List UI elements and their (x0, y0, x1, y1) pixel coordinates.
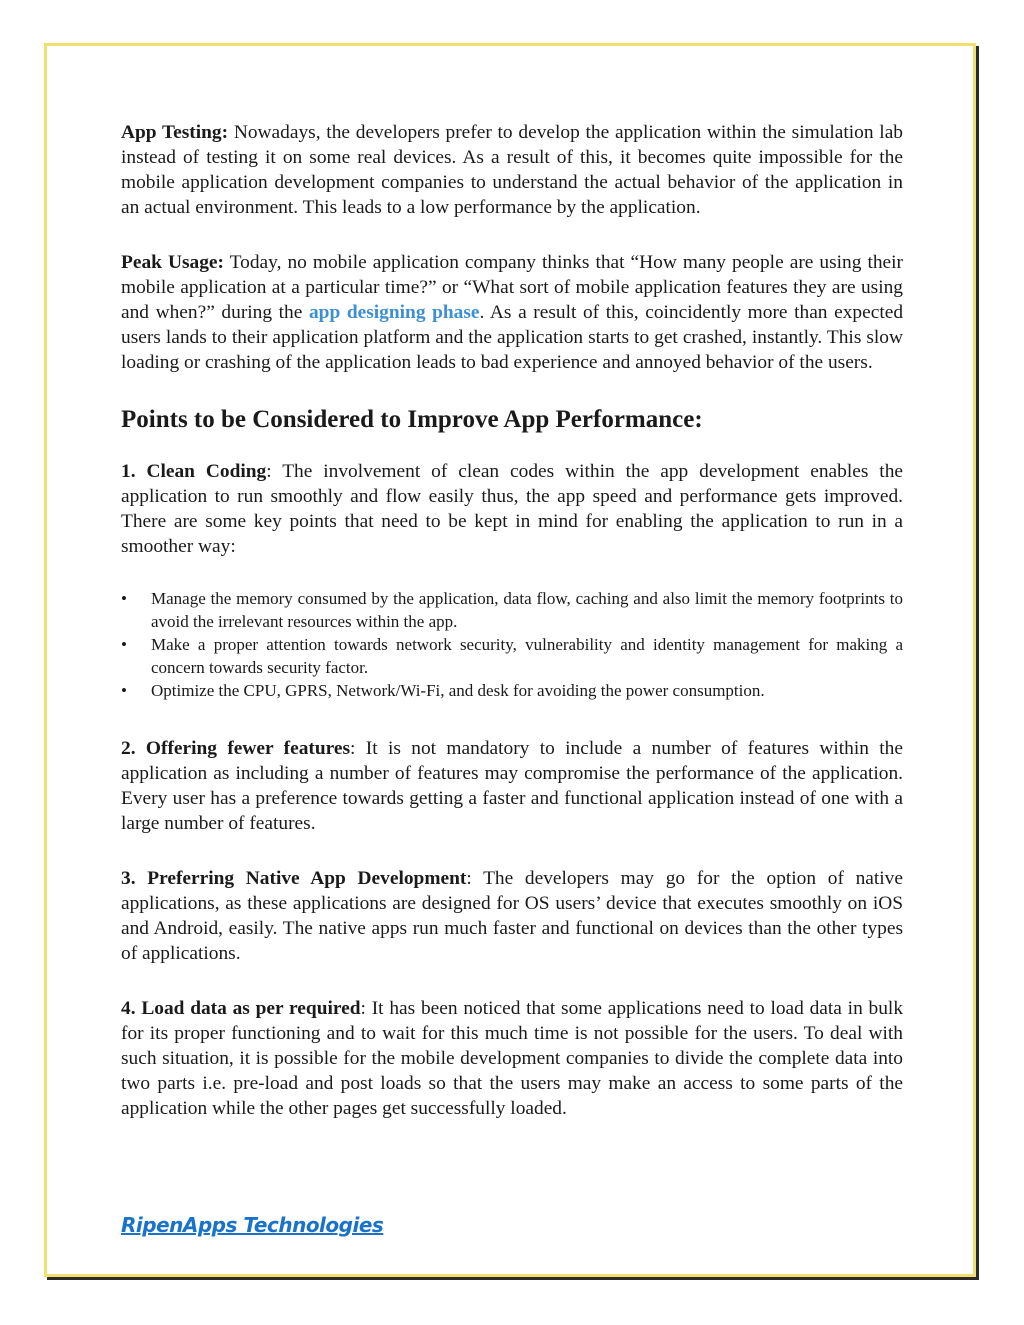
section-heading: Points to be Considered to Improve App Performance: (121, 406, 703, 433)
clean-coding-paragraph (121, 459, 903, 559)
fewer-features-text: : It is not mandatory to include a number of features within the application as including a number of features may compromise the performance of the application. Every user has a preference towards getting a faster and functional application instead of one with a large number of features. (121, 738, 903, 834)
list-item (121, 587, 903, 633)
peak-usage-text-before: Today, no mobile application company thinks that “How many people are using their mobile application at a particular time?” or “What sort of mobile application features they are using and when?” during the (121, 252, 903, 323)
load-data-paragraph (121, 996, 903, 1121)
list-item (121, 633, 903, 679)
bullet-icon: • (121, 635, 127, 654)
native-dev-paragraph (121, 866, 903, 966)
app-designing-phase-link[interactable]: app designing phase (308, 302, 480, 323)
fewer-features-label: 2. Offering fewer features (121, 738, 351, 759)
clean-coding-text: : The involvement of clean codes within the app development enables the application to run smoothly and flow easily thus, the app speed and performance gets improved. There are some key points that need to be kept in mind for enabling the application to run in a smoother way: (121, 461, 903, 557)
clean-coding-label: 1. Clean Coding (121, 461, 267, 482)
peak-usage-text-after: . As a result of this, coincidently more than expected users lands to their application platform and the application starts to get crashed, instantly. This slow loading or crashing of the application leads to bad experience and annoyed behavior of the users. (121, 302, 904, 373)
document-body (121, 120, 903, 1151)
bullet-icon: • (121, 589, 127, 608)
bullet-icon: • (121, 681, 127, 700)
load-data-label: 4. Load data as per required (121, 998, 361, 1019)
list-item (121, 679, 903, 702)
load-data-text: : It has been noticed that some applications need to load data in bulk for its proper functioning and to wait for this much time is not possible for the users. To deal with such situation, it is possible for the mobile development companies to divide the complete data into two parts i.e. pre-load and post loads so that the users may make an access to some parts of the application while the other pages get successfully loaded. (121, 998, 904, 1119)
footer-company-name: RipenApps Technologies (121, 1213, 384, 1237)
clean-coding-bullet-list (121, 587, 903, 702)
app-testing-paragraph (121, 120, 903, 220)
fewer-features-paragraph (121, 736, 903, 836)
bullet-text: Manage the memory consumed by the application, data flow, caching and also limit the memory footprints to avoid the irrelevant resources within the app. (151, 589, 903, 631)
app-testing-text: Nowadays, the developers prefer to develop the application within the simulation lab instead of testing it on some real devices. As a result of this, it becomes quite impossible for the mobile application development companies to understand the actual behavior of the application in an actual environment. This leads to a low performance by the application. (121, 122, 903, 218)
bullet-text: Optimize the CPU, GPRS, Network/Wi-Fi, and desk for avoiding the power consumption. (151, 681, 765, 700)
peak-usage-label: Peak Usage: (121, 252, 224, 273)
peak-usage-paragraph (121, 250, 903, 375)
bullet-text: Make a proper attention towards network security, vulnerability and identity management for making a concern towards security factor. (151, 635, 903, 677)
app-testing-label: App Testing: (121, 122, 229, 143)
native-dev-label: 3. Preferring Native App Development (121, 868, 467, 889)
native-dev-text: : The developers may go for the option of native applications, as these applications are designed for OS users’ device that executes smoothly on iOS and Android, easily. The native apps run much faster and functional on devices than the other types of applications. (121, 868, 903, 964)
